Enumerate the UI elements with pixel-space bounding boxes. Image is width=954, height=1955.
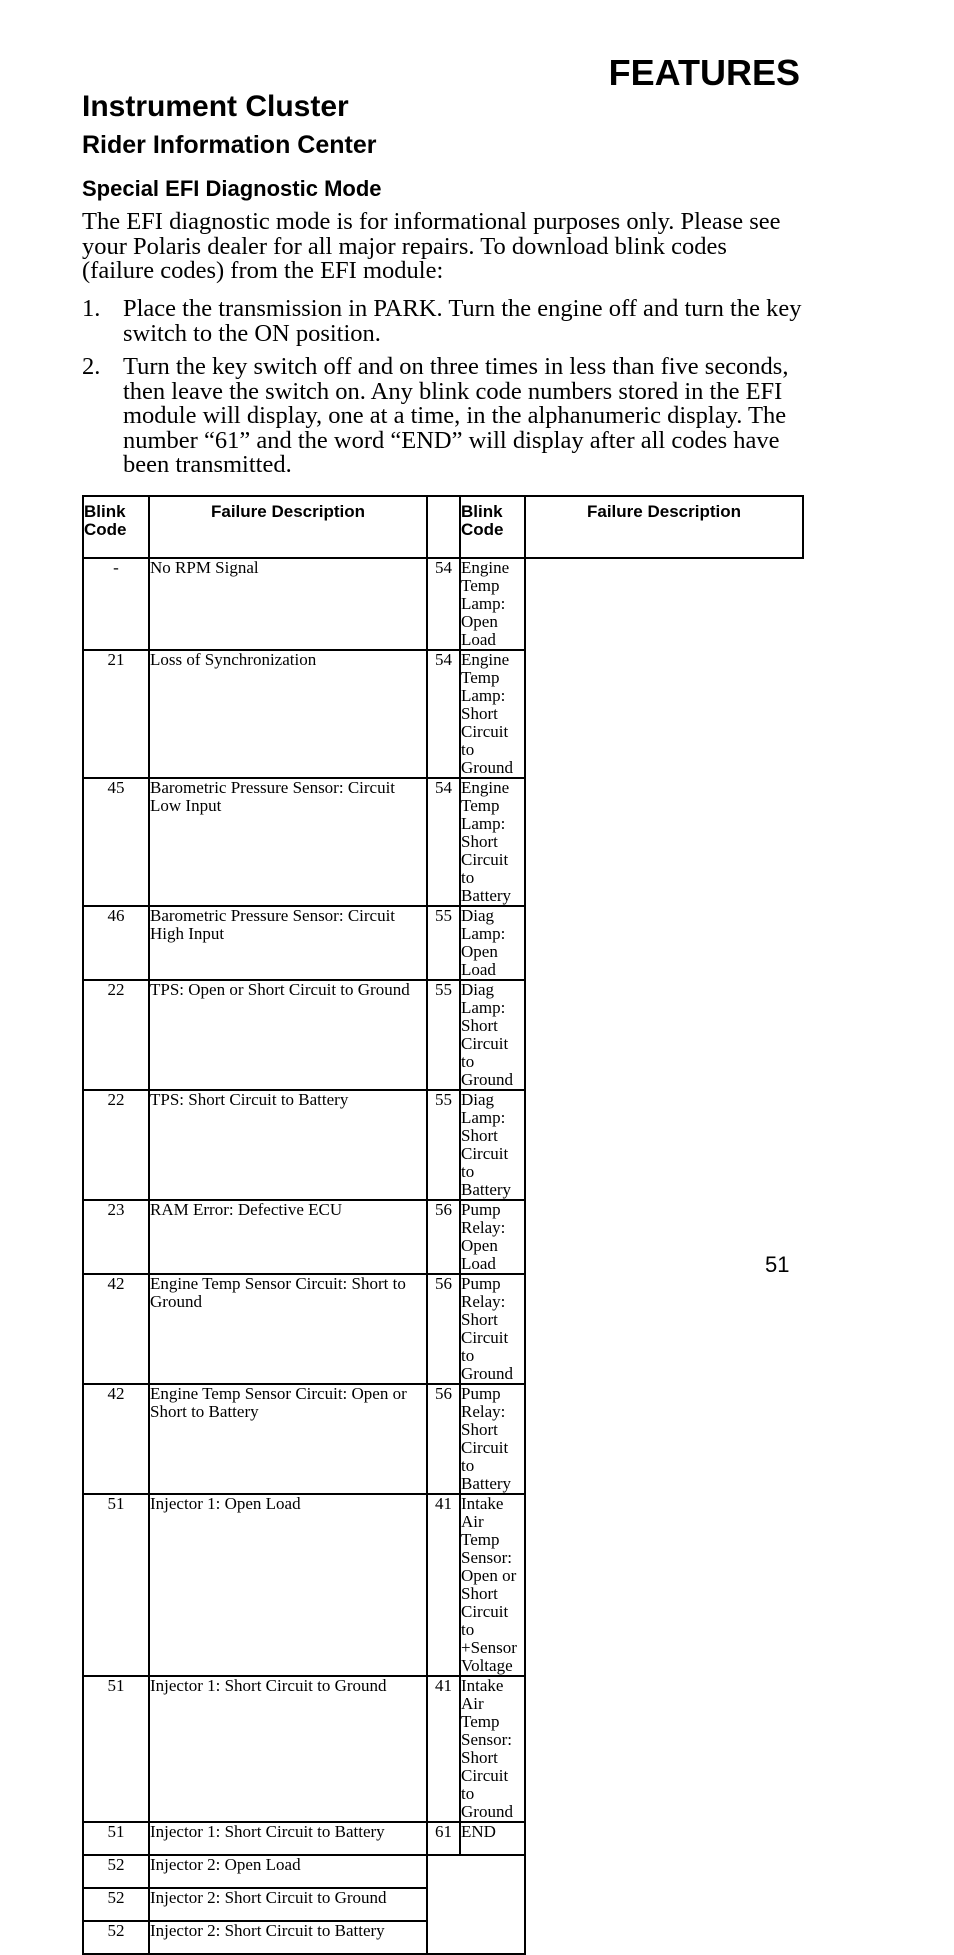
- failure-description: Diag Lamp: Short Circuit to Battery: [460, 1090, 525, 1200]
- failure-description: Engine Temp Lamp: Short Circuit to Ground: [460, 650, 525, 778]
- table-row: [83, 1676, 803, 1822]
- section-label: FEATURES: [608, 52, 800, 93]
- section-heading: Special EFI Diagnostic Mode: [82, 176, 382, 201]
- blink-code: 22: [83, 1090, 149, 1200]
- column-header-description: Failure Description: [525, 496, 803, 558]
- failure-description: Engine Temp Lamp: Short Circuit to Battery: [460, 778, 525, 906]
- blink-code: 54: [427, 558, 460, 650]
- failure-description: Intake Air Temp Sensor: Open or Short Circuit to +Sensor Voltage: [460, 1494, 525, 1676]
- blink-code: 46: [83, 906, 149, 980]
- blink-code: -: [83, 558, 149, 650]
- failure-description: Injector 2: Short Circuit to Battery: [149, 1921, 427, 1954]
- table-row: [83, 1384, 803, 1494]
- table-row: [83, 1274, 803, 1384]
- failure-description: Diag Lamp: Open Load: [460, 906, 525, 980]
- blink-code: 41: [427, 1494, 460, 1676]
- table-row: [83, 1855, 803, 1888]
- step-number: 2.: [82, 353, 101, 380]
- failure-description: Pump Relay: Open Load: [460, 1200, 525, 1274]
- failure-description: Pump Relay: Short Circuit to Ground: [460, 1274, 525, 1384]
- failure-description: Engine Temp Sensor Circuit: Open or Short to Battery: [149, 1384, 427, 1494]
- blink-code: 51: [83, 1676, 149, 1822]
- failure-description: RAM Error: Defective ECU: [149, 1200, 427, 1274]
- blink-code: 55: [427, 980, 460, 1090]
- column-header-code: Blink Code: [460, 496, 525, 558]
- blink-code: 42: [83, 1384, 149, 1494]
- table-row: [83, 906, 803, 980]
- page-subtitle: Rider Information Center: [82, 131, 377, 159]
- failure-description: END: [460, 1822, 525, 1855]
- blink-code: 52: [83, 1921, 149, 1954]
- blink-code: 61: [427, 1822, 460, 1855]
- blink-code: 54: [427, 650, 460, 778]
- failure-description: Engine Temp Sensor Circuit: Short to Ground: [149, 1274, 427, 1384]
- table-row: [83, 980, 803, 1090]
- blink-code: 21: [83, 650, 149, 778]
- failure-description: Injector 2: Short Circuit to Ground: [149, 1888, 427, 1921]
- failure-description: No RPM Signal: [149, 558, 427, 650]
- failure-description: Injector 1: Open Load: [149, 1494, 427, 1676]
- step-text: Turn the key switch off and on three times in less than five seconds, then leave the switch on. Any blink code numbers stored in the EFI module will display, one at a time, in the alphanumeric display. The number “61” and the word “END” will display after all codes have been transmitted.: [123, 353, 789, 478]
- blink-code: 41: [427, 1676, 460, 1822]
- failure-description: Injector 1: Short Circuit to Battery: [149, 1822, 427, 1855]
- failure-description: Injector 2: Open Load: [149, 1855, 427, 1888]
- failure-description: Engine Temp Lamp: Open Load: [460, 558, 525, 650]
- instruction-steps: [82, 297, 802, 487]
- table-row: [83, 1822, 803, 1855]
- blink-code: 56: [427, 1384, 460, 1494]
- blink-code: 22: [83, 980, 149, 1090]
- failure-description: Injector 1: Short Circuit to Ground: [149, 1676, 427, 1822]
- failure-description: TPS: Short Circuit to Battery: [149, 1090, 427, 1200]
- page-number: 51: [765, 1252, 790, 1277]
- step-item: [82, 355, 802, 478]
- blink-code: 55: [427, 906, 460, 980]
- blink-code: 51: [83, 1494, 149, 1676]
- blink-code: 56: [427, 1200, 460, 1274]
- failure-description: Diag Lamp: Short Circuit to Ground: [460, 980, 525, 1090]
- table-row: [83, 1090, 803, 1200]
- step-text: Place the transmission in PARK. Turn the engine off and turn the key switch to the ON position.: [123, 295, 802, 347]
- step-item: [82, 297, 802, 346]
- column-header-description: Failure Description: [149, 496, 427, 558]
- empty-cell: [427, 1855, 525, 1954]
- table-row: [83, 1200, 803, 1274]
- blink-code: 54: [427, 778, 460, 906]
- intro-paragraph: The EFI diagnostic mode is for informational purposes only. Please see your Polaris dealer for all major repairs. To download blink codes (failure codes) from the EFI module:: [82, 208, 781, 284]
- blink-code: 52: [83, 1855, 149, 1888]
- failure-description: Barometric Pressure Sensor: Circuit High Input: [149, 906, 427, 980]
- page-title: Instrument Cluster: [82, 90, 349, 123]
- failure-description: Intake Air Temp Sensor: Short Circuit to Ground: [460, 1676, 525, 1822]
- failure-description: TPS: Open or Short Circuit to Ground: [149, 980, 427, 1090]
- failure-description: Barometric Pressure Sensor: Circuit Low Input: [149, 778, 427, 906]
- failure-description: Pump Relay: Short Circuit to Battery: [460, 1384, 525, 1494]
- blink-code: 51: [83, 1822, 149, 1855]
- table-row: [83, 1494, 803, 1676]
- blink-code: 45: [83, 778, 149, 906]
- blink-code-table: [82, 495, 804, 1955]
- step-number: 1.: [82, 295, 101, 322]
- blink-code: 42: [83, 1274, 149, 1384]
- table-header-row: [83, 496, 803, 558]
- failure-description: Loss of Synchronization: [149, 650, 427, 778]
- blink-code: 52: [83, 1888, 149, 1921]
- table-gap: [427, 496, 460, 558]
- table-row: [83, 650, 803, 778]
- table-row: [83, 558, 803, 650]
- blink-code: 23: [83, 1200, 149, 1274]
- table-row: [83, 778, 803, 906]
- blink-code: 55: [427, 1090, 460, 1200]
- blink-code: 56: [427, 1274, 460, 1384]
- column-header-code: Blink Code: [83, 496, 149, 558]
